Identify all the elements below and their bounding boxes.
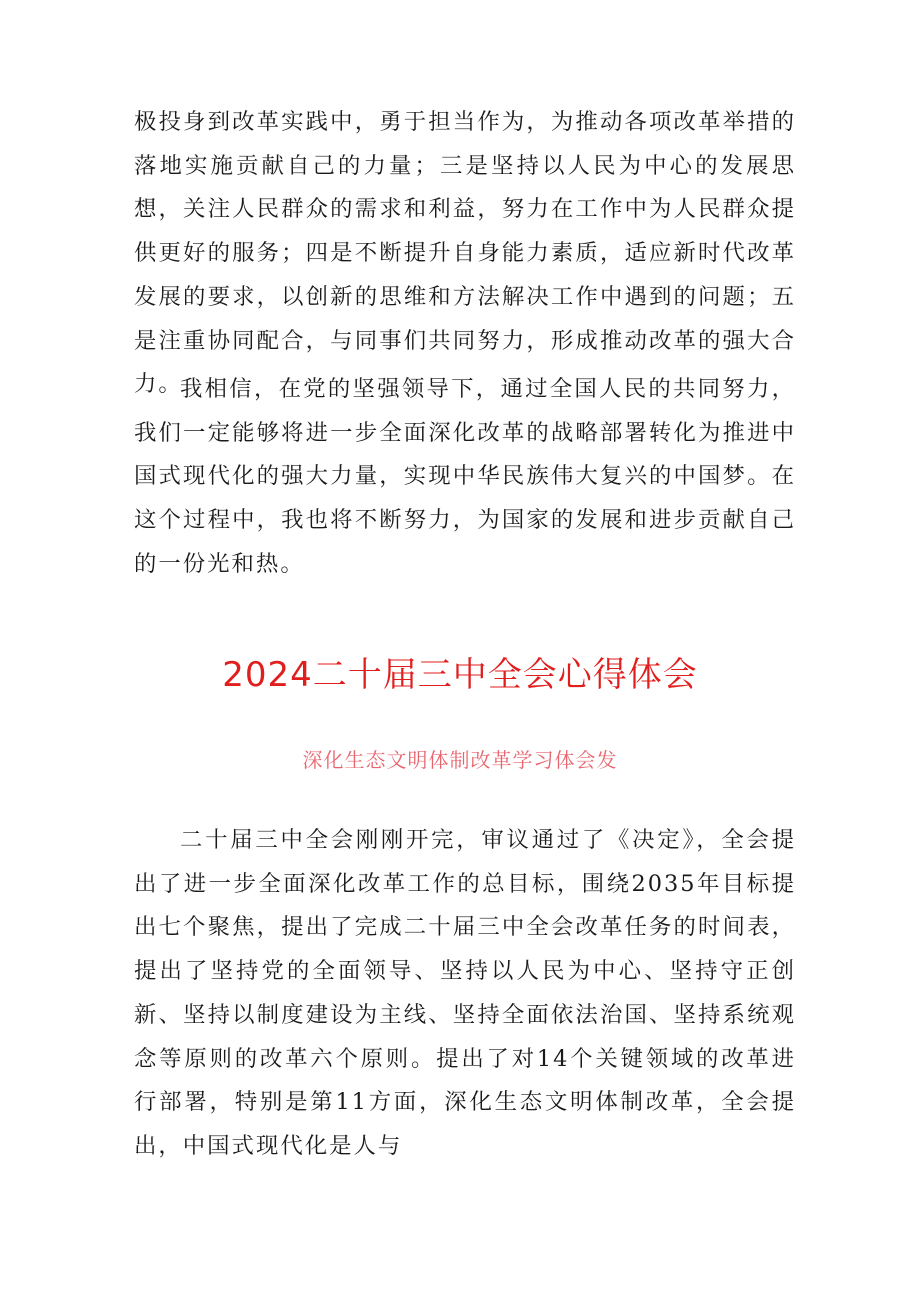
paragraph-plenum: 二十届三中全会刚刚开完，审议通过了《决定》，全会提出了进一步全面深化改革工作的总目标，围绕2035年目标提出七个聚焦，提出了完成二十届三中全会改革任务的时间表，提出了坚持党的全面领导、坚持以人民为中心、坚持守正创新、坚持以制度建设为主线、坚持全面依法治国、坚持系统观念等原则的改革六个原则。提出了对14个关键领域的改革进行部署，特别是第11方面，深化生态文明体制改革，全会提出，中国式现代化是人与 bbox=[134, 827, 796, 1159]
paragraph-belief: 我相信，在党的坚强领导下，通过全国人民的共同努力，我们一定能够将进一步全面深化改革的战略部署转化为推进中国式现代化的强大力量，实现中华民族伟大复兴的中国梦。在这个过程中，我也将不断努力，为国家的发展和进步贡献自己的一份光和热。 bbox=[134, 376, 796, 577]
document-title: 2024二十届三中全会心得体会 bbox=[222, 655, 698, 695]
paragraph-continuation: 极投身到改革实践中，勇于担当作为，为推动各项改革举措的落地实施贡献自己的力量；三是坚持以人民为中心的发展思想，关注人民群众的需求和利益，努力在工作中为人民群众提供更好的服务；四是不断提升自身能力素质，适应新时代改革发展的要求，以创新的思维和方法解决工作中遇到的问题；五是注重协同配合，与同事们共同努力，形成推动改革的强大合力。 bbox=[134, 109, 796, 398]
document-subtitle: 深化生态文明体制改革学习体会发 bbox=[302, 748, 618, 772]
